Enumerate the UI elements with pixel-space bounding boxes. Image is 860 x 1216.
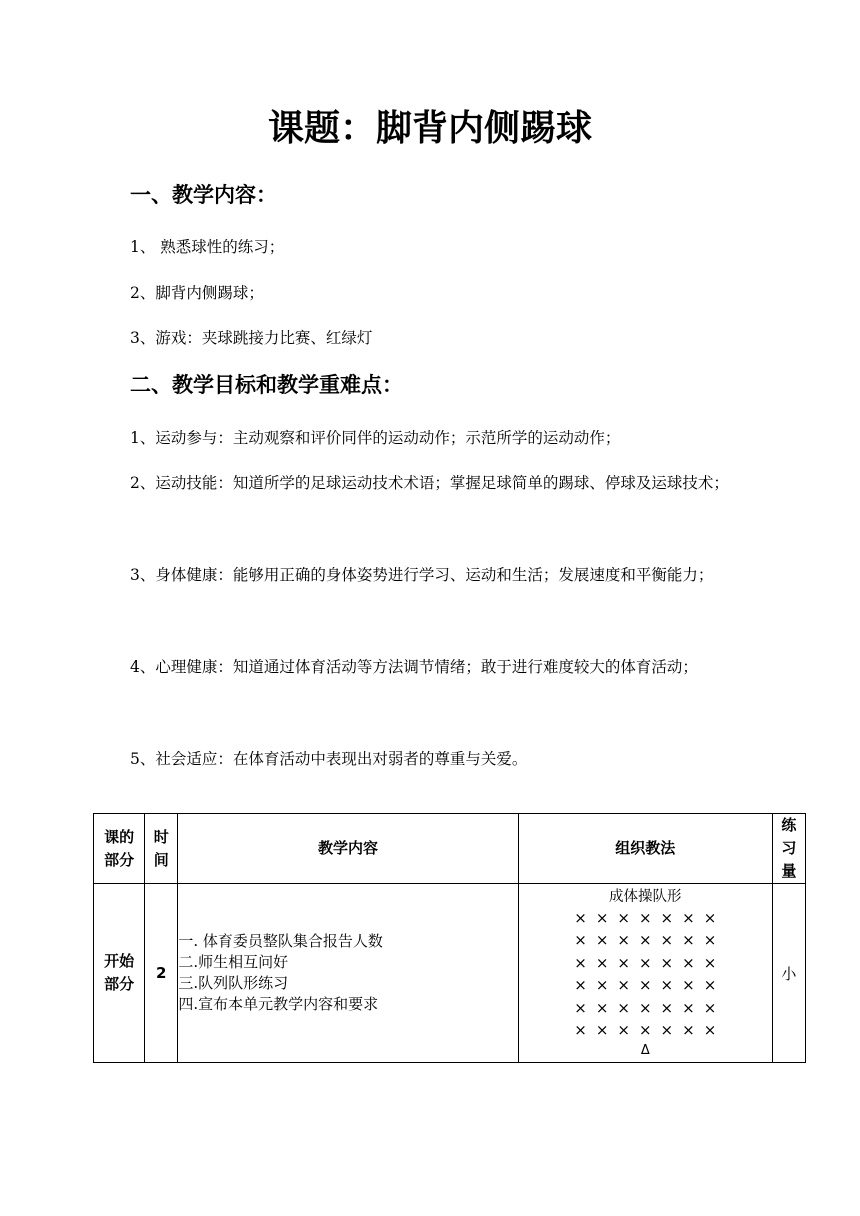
formation-row: ××××××× [574, 908, 726, 927]
header-teaching-content: 教学内容 [178, 814, 518, 884]
cell-teaching-content [178, 884, 518, 1063]
header-organization-method: 组织教法 [518, 814, 772, 884]
header-practice-amount: 练习量 [772, 814, 805, 884]
cell-lesson-part: 开始部分 [94, 884, 145, 1063]
objective-item-4: 4、心理健康：知道通过体育活动等方法调节情绪；敢于进行难度较大的体育活动； [130, 658, 698, 676]
objective-item-5: 5、社会适应：在体育活动中表现出对弱者的尊重与关爱。 [130, 750, 528, 768]
header-time: 时间 [145, 814, 178, 884]
table-row [94, 884, 806, 1063]
cell-practice-amount: 小 [772, 884, 805, 1063]
content-item-2: 2、脚背内侧踢球； [130, 284, 264, 302]
content-step-1: 一. 体育委员整队集合报告人数 [178, 932, 383, 950]
content-item-3: 3、游戏：夹球跳接力比赛、红绿灯 [130, 329, 373, 347]
objective-item-1: 1、运动参与：主动观察和评价同伴的运动动作；示范所学的运动动作； [130, 429, 621, 447]
cell-organization-method [518, 884, 772, 1063]
formation-row: ××××××× [574, 1021, 726, 1039]
formation-title: 成体操队形 [609, 888, 682, 905]
objective-item-3: 3、身体健康：能够用正确的身体姿势进行学习、运动和生活；发展速度和平衡能力； [130, 566, 714, 584]
formation-row: ××××××× [574, 998, 726, 1017]
lesson-plan-table [93, 813, 806, 1063]
page-title: 课题：脚背内侧踢球 [267, 108, 592, 149]
formation-row: ××××××× [574, 953, 726, 972]
formation-row: ××××××× [574, 931, 726, 949]
formation-row: ××××××× [574, 976, 726, 994]
header-lesson-part: 课的部分 [94, 814, 145, 884]
content-step-4: 四.宣布本单元教学内容和要求 [178, 995, 379, 1013]
content-step-3: 三.队列队形练习 [178, 974, 289, 992]
cell-time: 2 [145, 884, 178, 1063]
content-item-1: 1、 熟悉球性的练习； [130, 238, 285, 256]
section-heading-teaching-content: 一、教学内容： [130, 183, 277, 207]
content-step-2: 二.师生相互问好 [178, 953, 289, 971]
objective-item-2: 2、运动技能：知道所学的足球运动技术术语；掌握足球简单的踢球、停球及运球技术； [130, 474, 729, 492]
table-header-row [94, 814, 806, 884]
teacher-position-mark: Δ [640, 1042, 650, 1058]
section-heading-objectives: 二、教学目标和教学重难点： [130, 373, 403, 397]
